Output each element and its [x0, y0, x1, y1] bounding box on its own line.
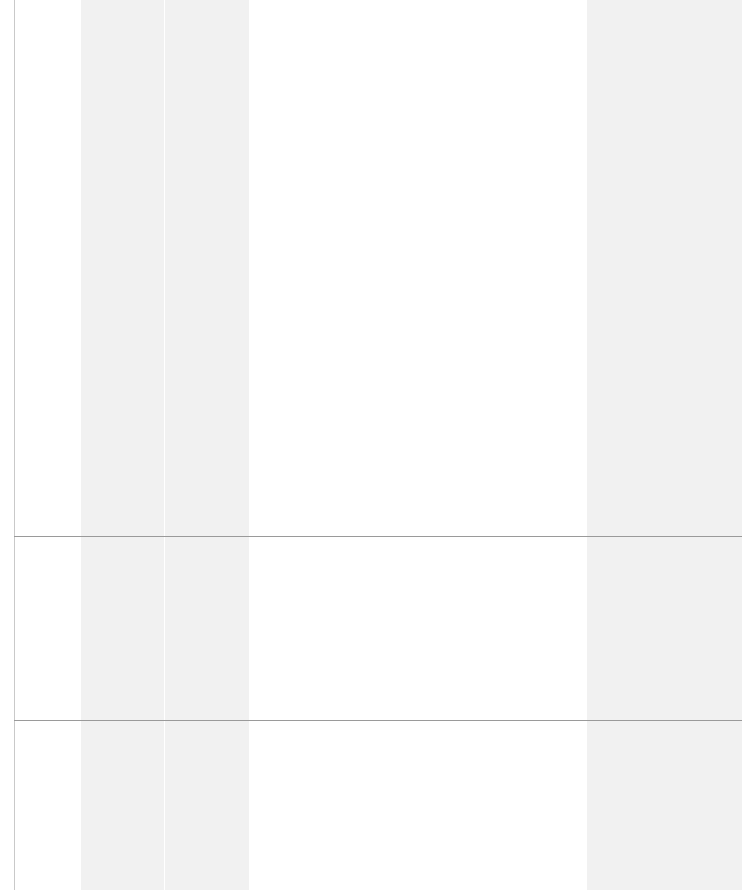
trim-name-cell [14, 721, 81, 890]
trim-row-exclusive-plus [0, 537, 742, 720]
tax-price-cell [165, 0, 249, 536]
tax-price-cell [165, 721, 249, 890]
option-cell [587, 537, 742, 720]
spec-cell [250, 537, 586, 720]
tax-price-cell [165, 537, 249, 720]
price-cell [81, 721, 164, 890]
price-cell [81, 537, 164, 720]
trim-name-cell [14, 0, 81, 536]
trim-row-prestige [0, 721, 742, 890]
spec-cell [250, 0, 586, 536]
spec-cell [250, 721, 586, 890]
option-cell [587, 721, 742, 890]
option-cell [587, 0, 742, 536]
trim-name-cell [14, 537, 81, 720]
price-cell [81, 0, 164, 536]
